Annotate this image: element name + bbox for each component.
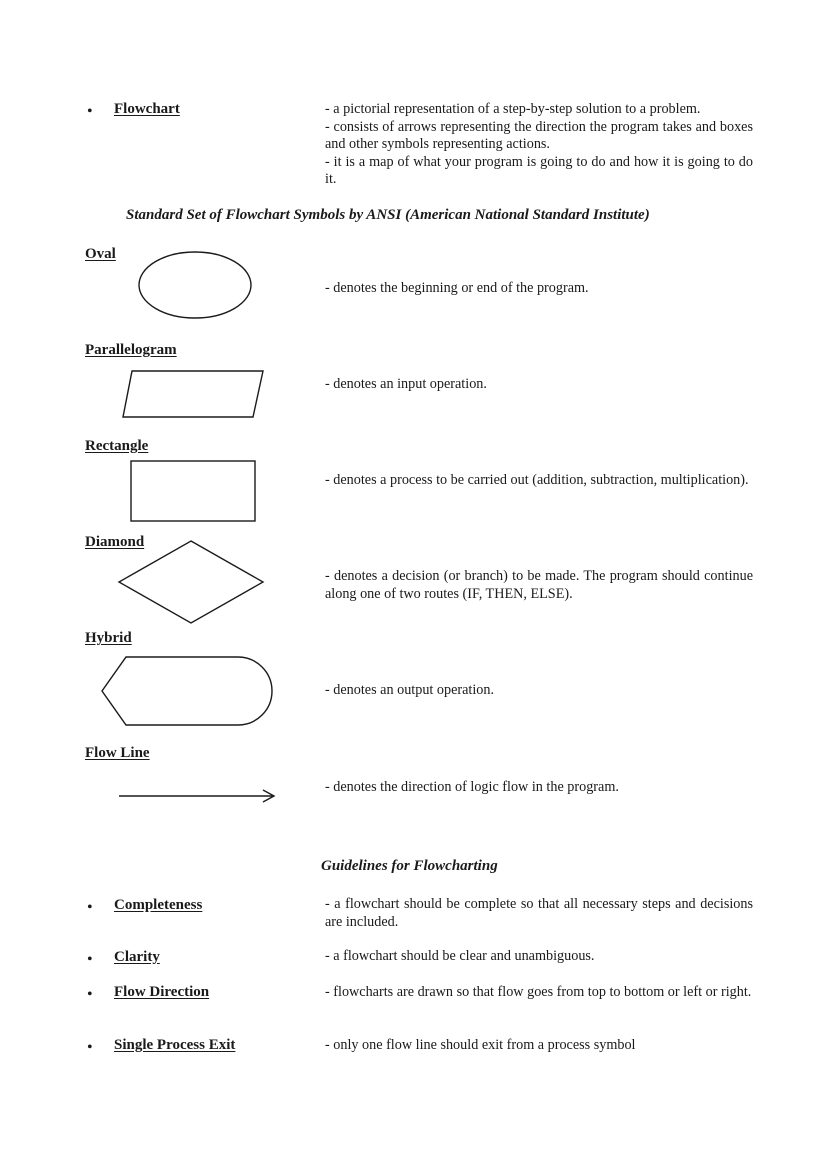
guideline-name-single-process-exit: Single Process Exit [114, 1037, 236, 1053]
definition-line: - a pictorial representation of a step-by-step solution to a problem. [325, 101, 701, 117]
symbol-description-oval: - denotes the beginning or end of the program. [325, 280, 589, 296]
symbol-name-flow-line: Flow Line [85, 745, 150, 761]
symbol-description-hybrid: - denotes an output operation. [325, 682, 495, 698]
guideline-description-flow-direction: - flowcharts are drawn so that flow goes from top to bottom or left or right. [325, 984, 752, 1000]
symbol-name-parallelogram: Parallelogram [85, 342, 177, 358]
bullet-icon: • [87, 986, 93, 1003]
guideline-description-clarity: - a flowchart should be clear and unambiguous. [325, 948, 595, 964]
symbol-description-rectangle: - denotes a process to be carried out (addition, subtraction, multiplication). [325, 472, 749, 488]
symbol-name-hybrid: Hybrid [85, 630, 132, 646]
guideline-description-single-process-exit: - only one flow line should exit from a process symbol [325, 1037, 636, 1053]
parallelogram-symbol-icon [122, 370, 264, 418]
bullet-icon: • [87, 951, 93, 968]
oval-symbol-icon [138, 251, 252, 319]
symbol-name-oval: Oval [85, 246, 116, 262]
symbol-name-diamond: Diamond [85, 534, 145, 550]
symbols-heading: Standard Set of Flowchart Symbols by ANSI (American National Standard Institute) [126, 207, 650, 223]
symbol-description-flow-line: - denotes the direction of logic flow in the program. [325, 779, 619, 795]
bullet-icon: • [87, 103, 93, 120]
flowchart-term: Flowchart [114, 101, 180, 117]
symbol-name-rectangle: Rectangle [85, 438, 149, 454]
rectangle-symbol-icon [130, 460, 256, 522]
guideline-name-clarity: Clarity [114, 949, 160, 965]
guideline-name-flow-direction: Flow Direction [114, 984, 210, 1000]
flow-line-arrow-icon [118, 788, 276, 804]
bullet-icon: • [87, 899, 93, 916]
symbol-description-parallelogram: - denotes an input operation. [325, 376, 487, 392]
symbol-description-diamond: - denotes a decision (or branch) to be made. The program should continue along one of two routes (IF, THEN, ELSE). [325, 568, 753, 602]
bullet-icon: • [87, 1039, 93, 1056]
hybrid-symbol-icon [101, 656, 273, 726]
definition-line: - it is a map of what your program is going to do and how it is going to do it. [325, 153, 753, 187]
diamond-symbol-icon [118, 540, 264, 624]
guideline-name-completeness: Completeness [114, 897, 203, 913]
guidelines-heading: Guidelines for Flowcharting [321, 858, 498, 874]
flowchart-definition [325, 101, 753, 189]
guideline-description-completeness: - a flowchart should be complete so that all necessary steps and decisions are included. [325, 896, 753, 930]
definition-line: - consists of arrows representing the direction the program takes and boxes and other symbols representing actions. [325, 118, 753, 152]
